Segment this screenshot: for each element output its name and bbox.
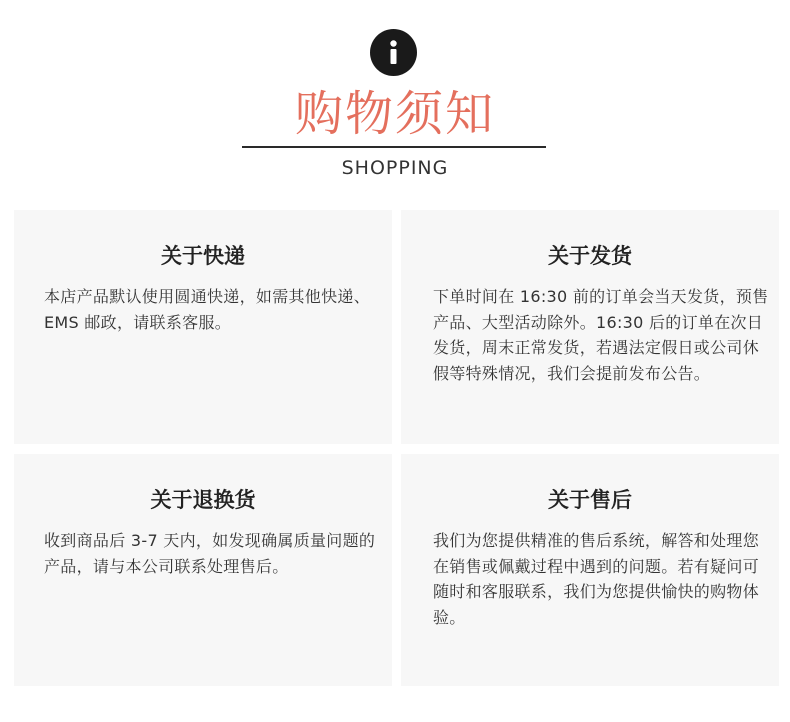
card-text: 收到商品后 3-7 天内，如发现确属质量问题的产品，请与本公司联系处理售后。 (44, 531, 376, 576)
card-express (14, 210, 392, 444)
card-title: 关于发货 (548, 244, 632, 268)
card-text: 本店产品默认使用圆通快递，如需其他快递、EMS 邮政，请联系客服。 (44, 287, 371, 332)
card-returns (14, 454, 392, 686)
card-text: 下单时间在 16:30 前的订单会当天发货，预售产品、大型活动除外。16:30 后的订单在次日发货，周末正常发货，若遇法定假日或公司休假等特殊情况，我们会提前发布公告。 (433, 287, 769, 383)
card-title: 关于售后 (548, 488, 632, 512)
card-shipping (401, 210, 779, 444)
page-title: 购物须知 (294, 86, 495, 142)
card-after-sales (401, 454, 779, 686)
title-divider (242, 146, 546, 148)
info-icon (370, 29, 417, 76)
card-title: 关于退换货 (150, 488, 256, 512)
card-title: 关于快递 (161, 244, 245, 268)
card-text: 我们为您提供精准的售后系统，解答和处理您在销售或佩戴过程中遇到的问题。若有疑问可随时和客服联系，我们为您提供愉快的购物体验。 (433, 531, 760, 627)
page-subtitle: SHOPPING (341, 157, 449, 179)
